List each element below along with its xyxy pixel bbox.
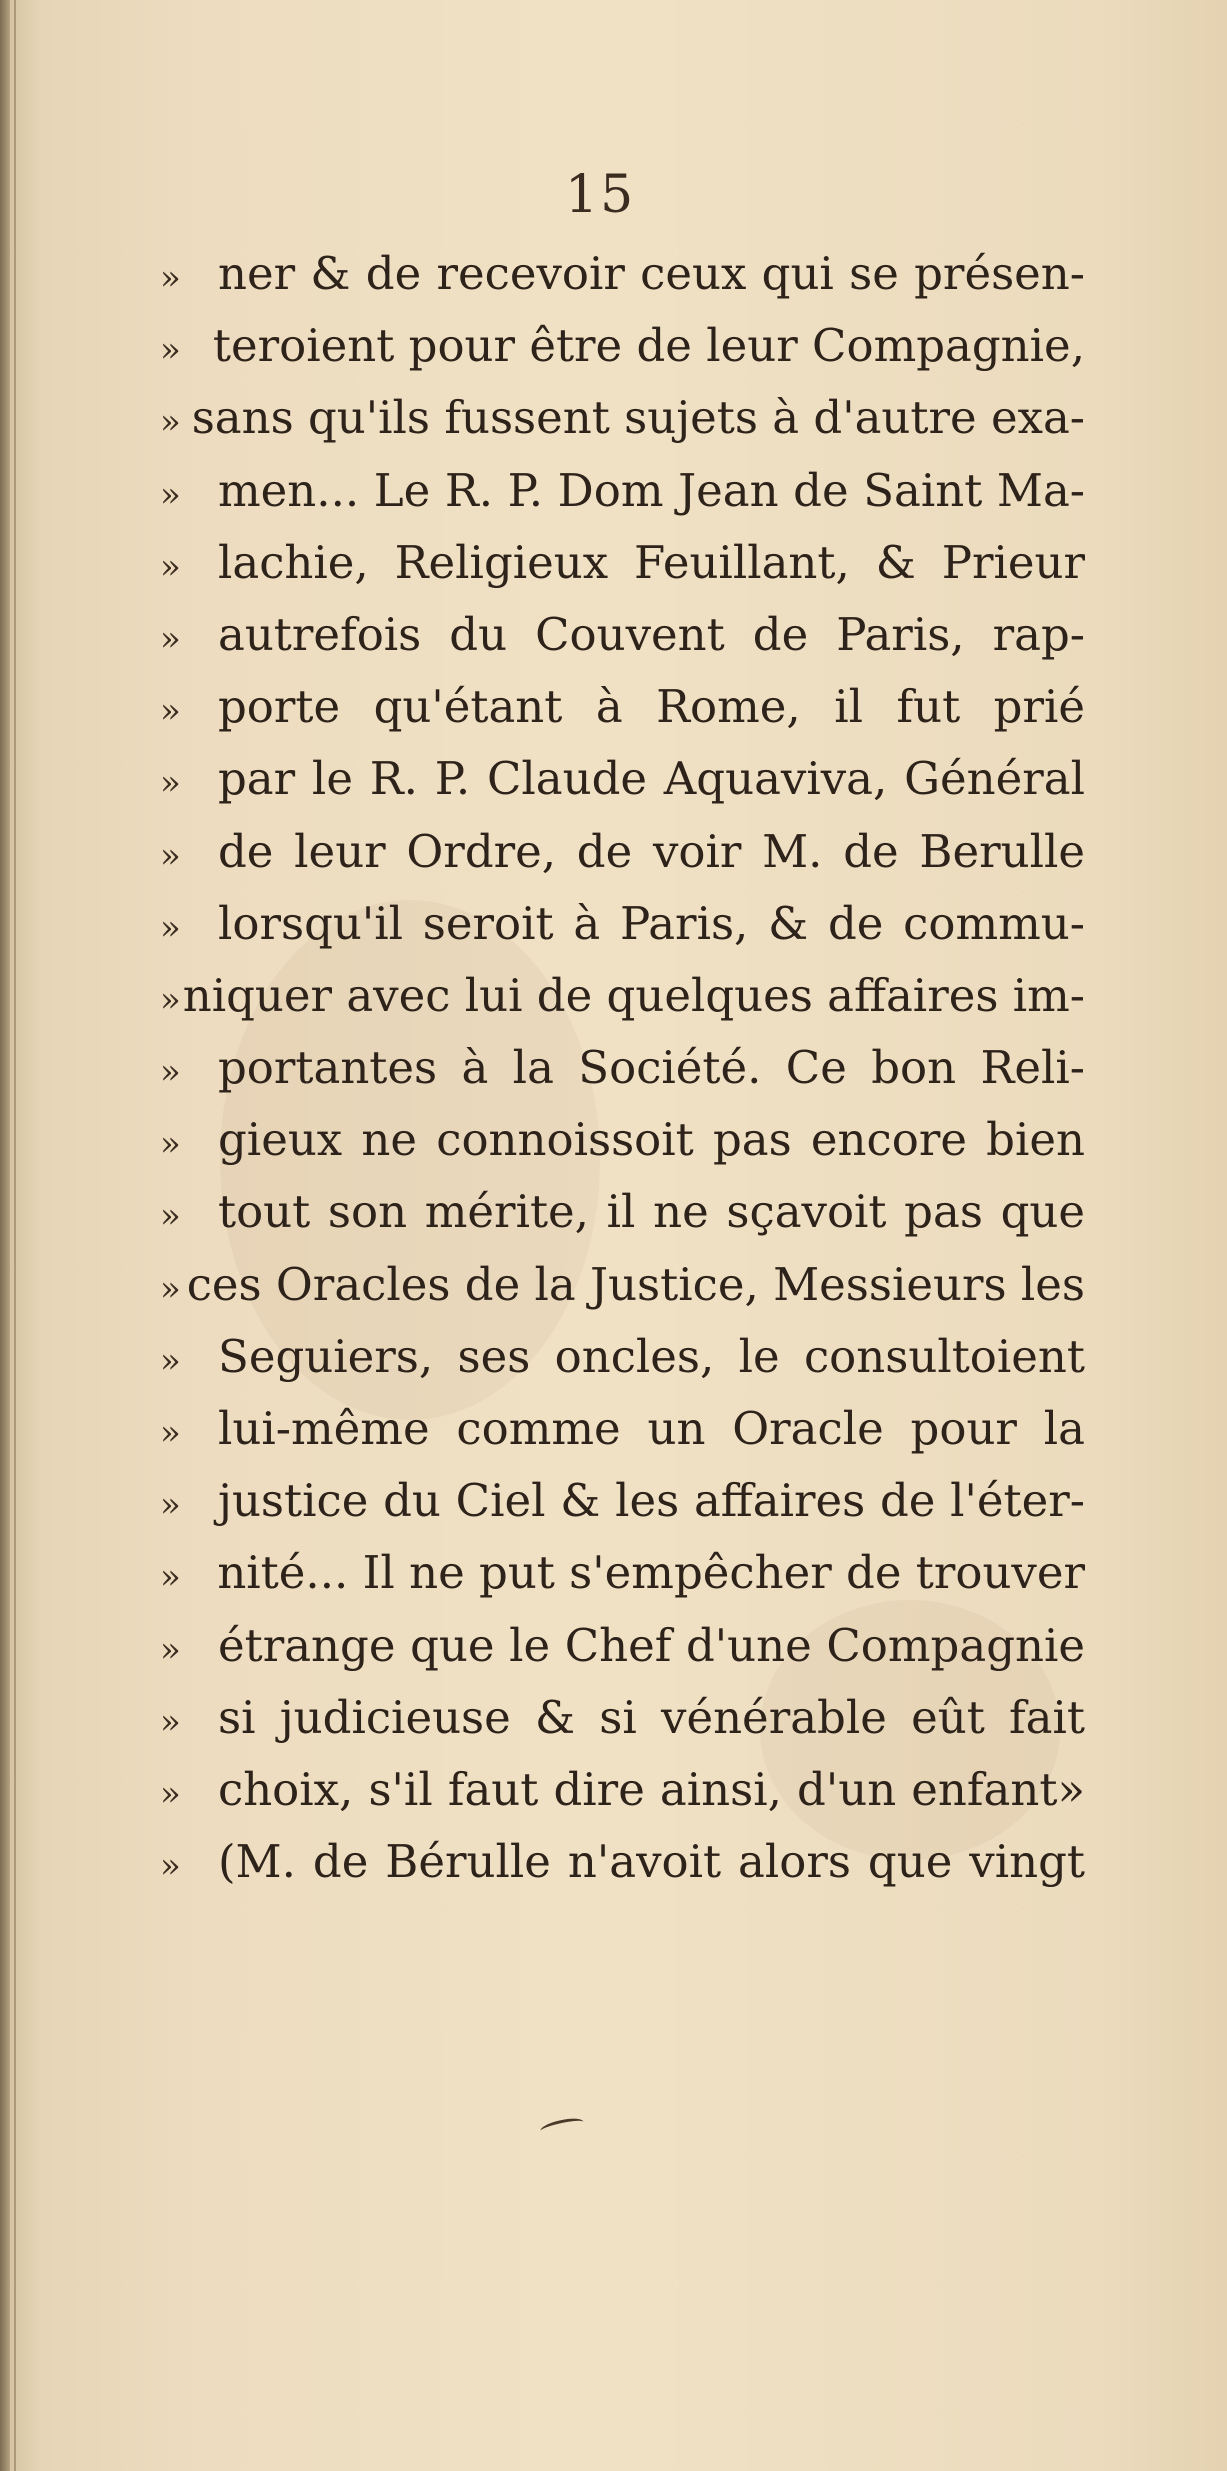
line-text: porte qu'étant à Rome, il fut prié (218, 680, 1085, 734)
text-line (160, 1754, 1085, 1826)
page-number: 15 (565, 165, 636, 225)
quote-mark: » (160, 907, 181, 948)
quote-mark: » (160, 1268, 181, 1309)
text-line (160, 743, 1085, 815)
text-line (160, 1682, 1085, 1754)
quote-mark: » (160, 1196, 181, 1237)
text-line (160, 671, 1085, 743)
binding-edge (0, 0, 10, 2471)
text-line (160, 1321, 1085, 1393)
text-line (160, 888, 1085, 960)
text-line (160, 310, 1085, 382)
quote-mark: » (160, 691, 181, 732)
quote-mark: » (160, 1629, 181, 1670)
line-text: gieux ne connoissoit pas encore bien (218, 1113, 1085, 1167)
line-text: de leur Ordre, de voir M. de Berulle (218, 824, 1085, 878)
quote-mark: » (160, 763, 181, 804)
line-text: justice du Ciel & les affaires de l'éter- (218, 1474, 1085, 1528)
text-line (160, 1249, 1085, 1321)
line-text: Seguiers, ses oncles, le consultoient (218, 1329, 1085, 1383)
line-text: si judicieuse & si vénérable eût fait (218, 1690, 1085, 1744)
line-text: sans qu'ils fussent sujets à d'autre exa- (191, 391, 1085, 445)
quote-mark: » (160, 1340, 181, 1381)
line-text: niquer avec lui de quelques affaires im- (182, 968, 1085, 1022)
line-text: nité... Il ne put s'empêcher de trouver (217, 1546, 1085, 1600)
quote-mark: » (160, 546, 181, 587)
quote-mark: » (160, 979, 181, 1020)
text-line (160, 816, 1085, 888)
line-text: choix, s'il faut dire ainsi, d'un enfant» (218, 1762, 1085, 1816)
text-line (160, 455, 1085, 527)
line-text: par le R. P. Claude Aquaviva, Général (218, 752, 1085, 806)
text-line (160, 1032, 1085, 1104)
quote-mark: » (160, 1124, 181, 1165)
quote-mark: » (160, 402, 181, 443)
text-line (160, 1465, 1085, 1537)
body-text (160, 238, 1085, 1898)
quote-mark: » (160, 835, 181, 876)
line-text: tout son mérite, il ne sçavoit pas que (218, 1185, 1085, 1239)
line-text: lachie, Religieux Feuillant, & Prieur (218, 535, 1085, 589)
line-text: men... Le R. P. Dom Jean de Saint Ma- (218, 463, 1085, 517)
quote-mark: » (160, 1701, 181, 1742)
text-line (160, 527, 1085, 599)
quote-mark: » (160, 1846, 181, 1887)
quote-mark: » (160, 1773, 181, 1814)
quote-mark: » (160, 1485, 181, 1526)
line-text: ner & de recevoir ceux qui se présen- (218, 247, 1085, 300)
quote-mark: » (160, 1413, 181, 1453)
line-text: étrange que le Chef d'une Compagnie (218, 1618, 1085, 1672)
ink-mark (539, 2116, 585, 2138)
quote-mark: » (160, 1052, 181, 1093)
text-line (160, 599, 1085, 671)
line-text: lui-même comme un Oracle pour la (218, 1402, 1085, 1455)
text-line (160, 1104, 1085, 1176)
line-text: (M. de Bérulle n'avoit alors que vingt (218, 1835, 1085, 1889)
quote-mark: » (160, 1557, 181, 1598)
quote-mark: » (160, 474, 181, 515)
binding-shadow-line (14, 0, 16, 2471)
text-line (160, 1393, 1085, 1465)
text-line (160, 382, 1085, 454)
quote-mark: » (160, 258, 181, 298)
text-line (160, 1176, 1085, 1248)
line-text: autrefois du Couvent de Paris, rap- (218, 607, 1085, 661)
text-line (160, 960, 1085, 1032)
quote-mark: » (160, 618, 181, 659)
line-text: ces Oracles de la Justice, Messieurs les (186, 1257, 1085, 1311)
text-line (160, 1537, 1085, 1609)
quote-mark: » (160, 330, 181, 371)
text-line (160, 1610, 1085, 1682)
text-line (160, 238, 1085, 310)
line-text: lorsqu'il seroit à Paris, & de commu- (218, 896, 1085, 950)
text-line (160, 1826, 1085, 1898)
line-text: teroient pour être de leur Compagnie, (212, 319, 1085, 373)
line-text: portantes à la Société. Ce bon Reli- (218, 1041, 1085, 1095)
